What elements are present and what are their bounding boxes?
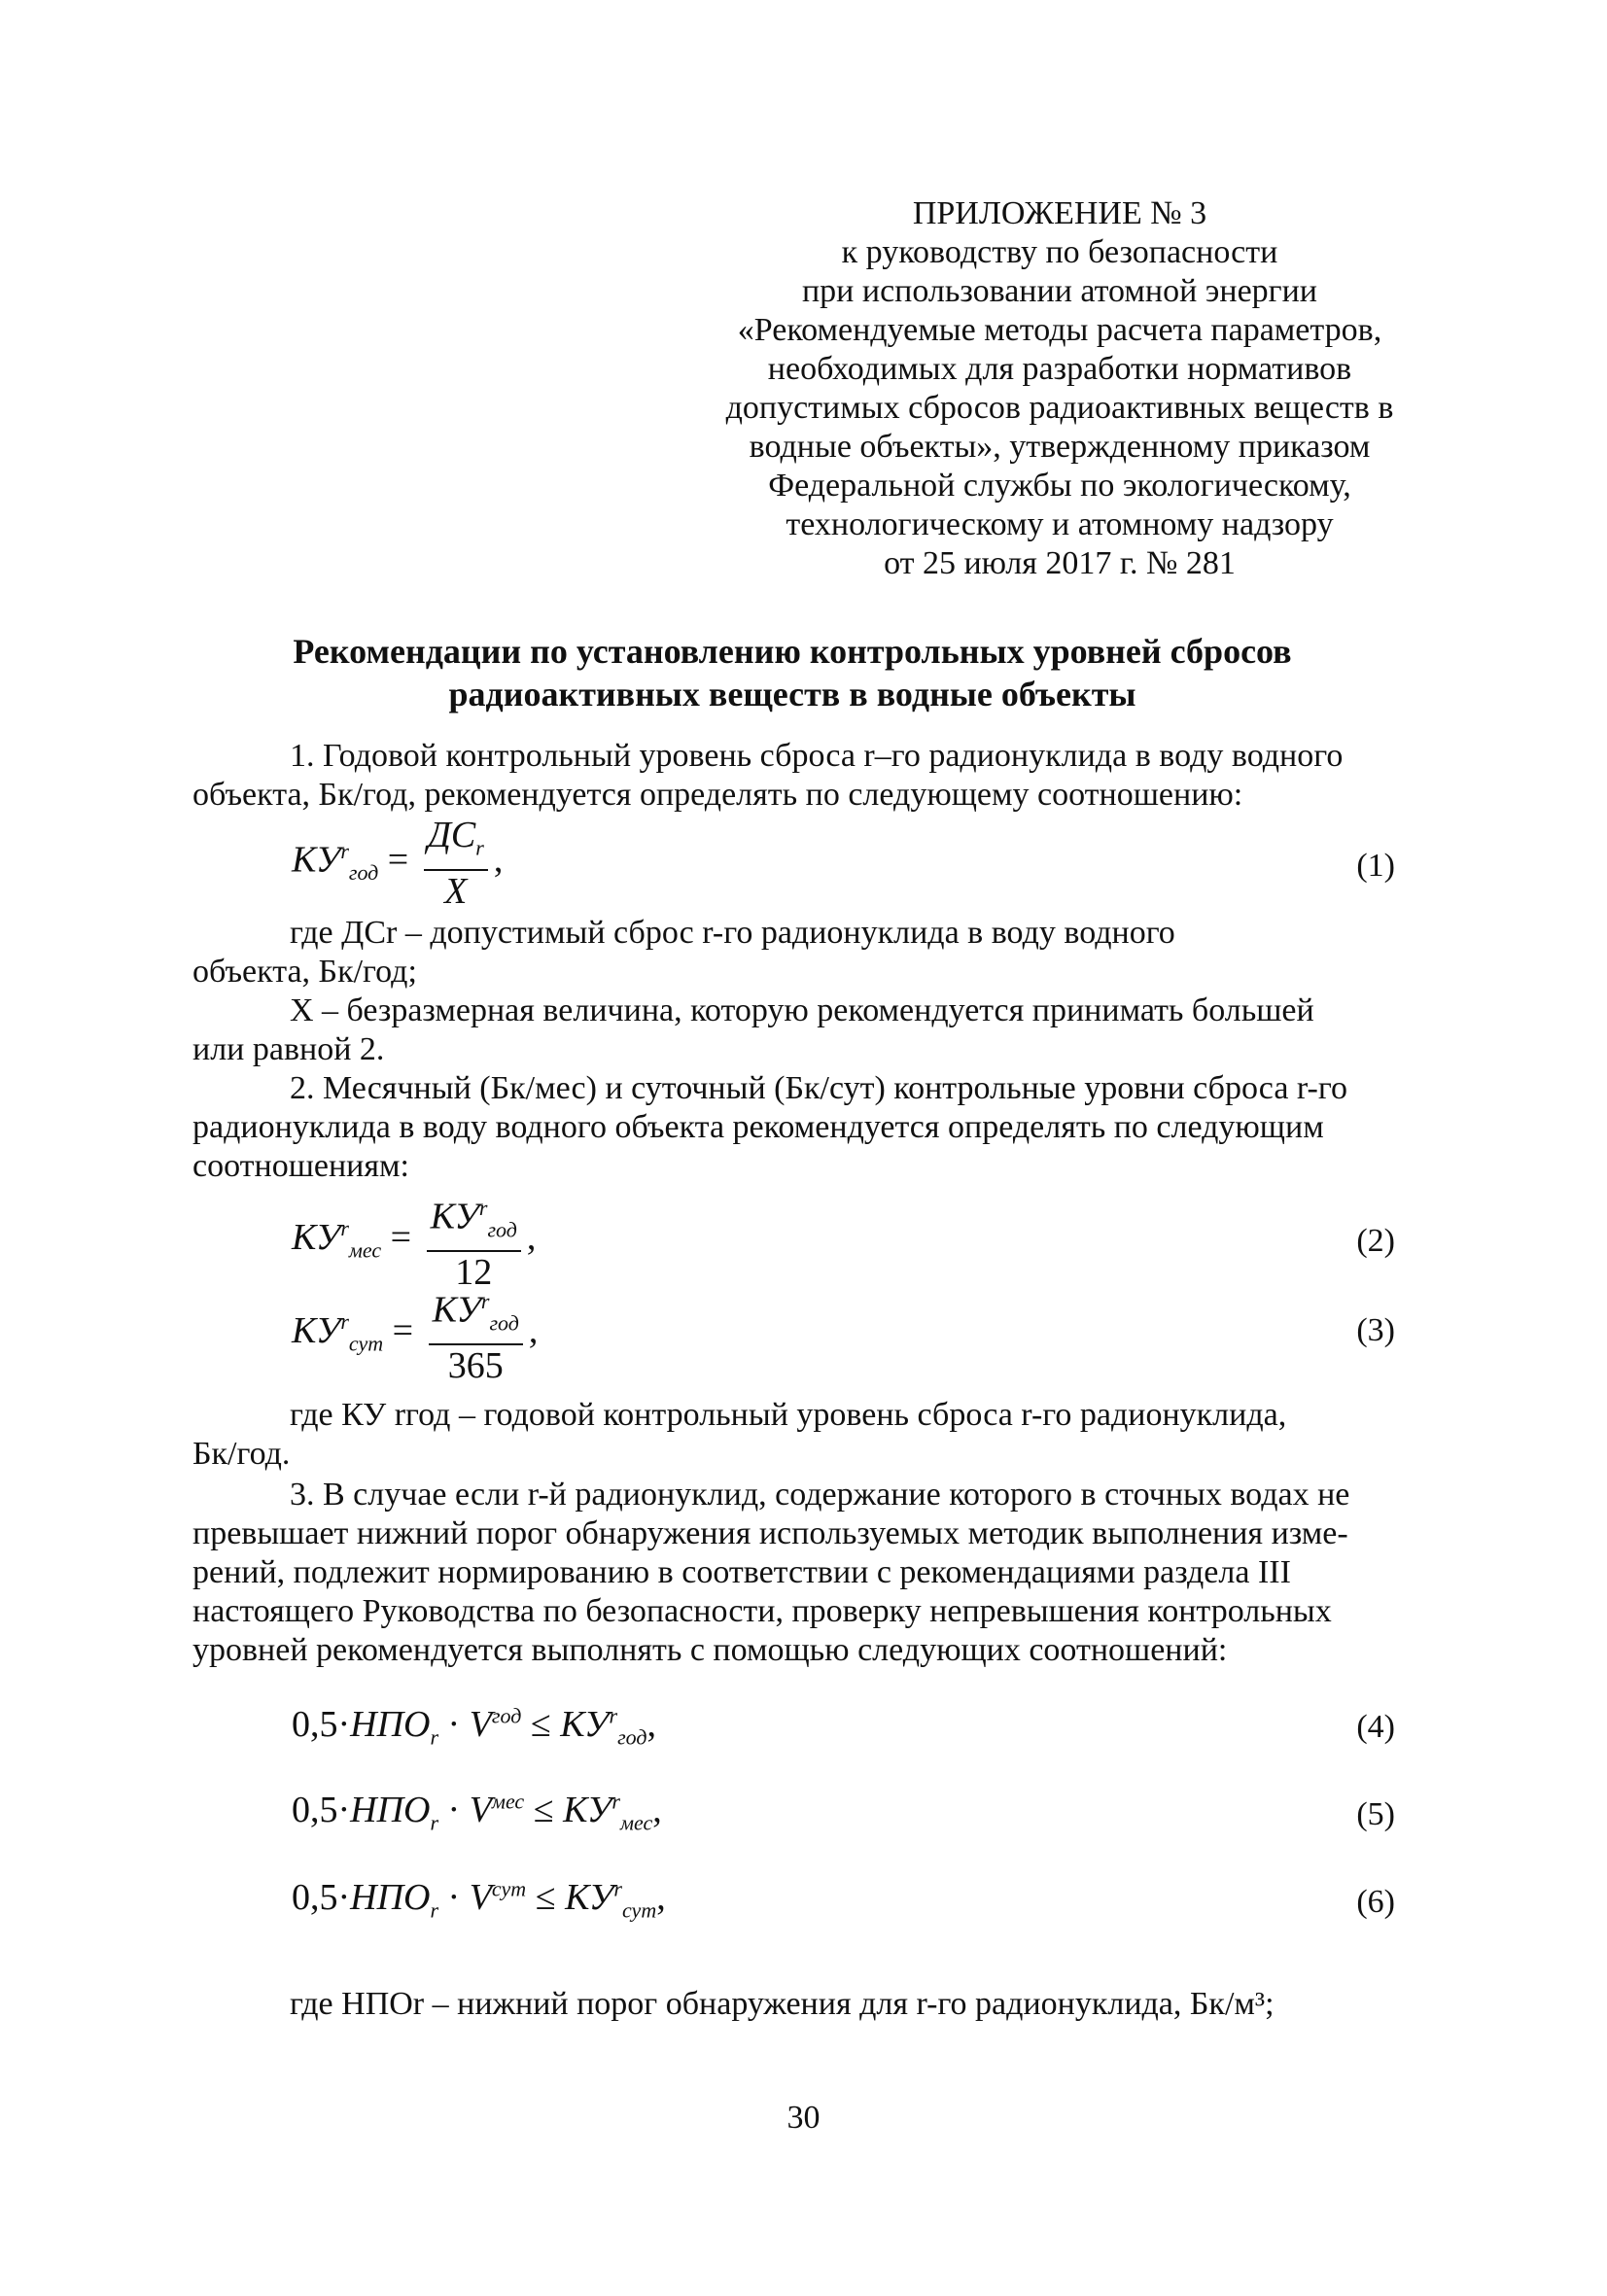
appendix-header [700, 194, 1419, 583]
appendix-line: Федеральной службы по экологическому, [768, 468, 1351, 504]
formula-2: $КУ^r_{мес}$ = $\frac{КУ^r_{год}}{12}$ , [292, 1188, 536, 1293]
formula-sup: r [340, 1309, 349, 1335]
formula-fraction [424, 815, 488, 912]
appendix-line: водные объекты», утвержденному приказом [749, 429, 1371, 465]
fraction-denominator: 12 [455, 1252, 493, 1294]
formula-v: V [469, 1704, 492, 1745]
formula-lhs: КУ [292, 839, 341, 881]
paragraph-1-where [192, 914, 1400, 1069]
paragraph-line: где НПОr – нижний порог обнаружения для r-го радионуклида, Бк/м³; [290, 1986, 1275, 2022]
appendix-line: от 25 июля 2017 г. № 281 [884, 545, 1236, 581]
paragraph-line: где КУ rгод – годовой контрольный уровень сброса r-го радионуклида, [290, 1397, 1287, 1433]
formula-sub: год [348, 860, 379, 886]
formula-coef: 0,5 [292, 1790, 338, 1830]
formula-coef: 0,5 [292, 1877, 338, 1918]
appendix-line: допустимых сбросов радиоактивных веществ в [725, 390, 1394, 426]
formula-fraction [429, 1281, 523, 1386]
formula-sup: сут [491, 1876, 527, 1901]
fraction-numerator-sup: r [478, 1196, 488, 1220]
paragraph-2 [192, 1069, 1400, 1186]
appendix-line: технологическому и атомному надзору [786, 506, 1334, 542]
equation-number: (3) [1356, 1312, 1395, 1348]
section-title-line: радиоактивных веществ в водные объекты [448, 675, 1136, 713]
formula-ku: КУ [563, 1790, 612, 1830]
formula-sub: мес [348, 1237, 382, 1263]
formula-sup: мес [491, 1789, 525, 1814]
formula-lhs: КУ [292, 1216, 341, 1258]
paragraph-line: настоящего Руководства по безопасности, проверку непревышения контрольных [192, 1593, 1332, 1629]
formula-tail: , [528, 1309, 539, 1351]
formula-v: V [469, 1790, 492, 1830]
paragraph-line: или равной 2. [192, 1031, 385, 1067]
paragraph-line: 1. Годовой контрольный уровень сброса r–го радионуклида в воду водного [290, 738, 1344, 774]
equation-number: (5) [1356, 1796, 1395, 1832]
appendix-line: к руководству по безопасности [841, 234, 1278, 270]
paragraph-2-where [192, 1396, 1400, 1474]
page-number: 30 [786, 2100, 821, 2136]
formula-4: $0,5\cdot НПО_r \cdot V^{год} \le КУ^r_{год}$, [292, 1703, 656, 1750]
paragraph-line: X – безразмерная величина, которую рекомендуется принимать большей [290, 992, 1314, 1028]
appendix-line: при использовании атомной энергии [801, 273, 1317, 309]
paragraph-1 [192, 737, 1400, 815]
paragraph-3-where [192, 1985, 1400, 2024]
formula-sub: сут [348, 1331, 384, 1356]
formula-sup: r [611, 1789, 620, 1814]
fraction-numerator-sub: год [489, 1310, 519, 1336]
formula-sub: r [430, 1724, 439, 1750]
fraction-denominator: X [444, 870, 468, 912]
formula-relation: ≤ [535, 1877, 556, 1918]
formula-relation: ≤ [533, 1790, 554, 1830]
paragraph-line: объекта, Бк/год; [192, 954, 417, 990]
appendix-line: ПРИЛОЖЕНИЕ № 3 [912, 195, 1207, 231]
formula-5: $0,5\cdot НПО_r \cdot V^{мес} \le КУ^r_{мес}$, [292, 1789, 662, 1835]
fraction-numerator-sub: r [475, 835, 484, 860]
formula-sup: r [609, 1703, 618, 1728]
formula-sup: r [340, 838, 349, 863]
fraction-numerator: ДС [427, 815, 476, 855]
formula-1: $КУ^r_{год}$ = $\frac{ДС_r}{X}$ , [292, 815, 504, 912]
paragraph-line: Бк/год. [192, 1436, 291, 1472]
paragraph-3 [192, 1476, 1400, 1670]
fraction-denominator: 365 [447, 1345, 504, 1387]
section-title-line: Рекомендации по установлению контрольных уровней сбросов [293, 632, 1292, 671]
formula-npo: НПО [350, 1704, 431, 1745]
formula-sub: r [430, 1897, 439, 1923]
formula-3: $КУ^r_{сут}$ = $\frac{КУ^r_{год}}{365}$ , [292, 1281, 538, 1386]
formula-ku: КУ [560, 1704, 610, 1745]
fraction-numerator-sub: год [487, 1217, 517, 1242]
paragraph-line: рений, подлежит нормированию в соответствии с рекомендациями раздела III [192, 1554, 1291, 1590]
formula-sub: год [617, 1724, 647, 1750]
formula-lhs: КУ [292, 1309, 341, 1351]
paragraph-line: 3. В случае если r-й радионуклид, содержание которого в сточных водах не [290, 1477, 1350, 1513]
formula-sup: r [613, 1876, 622, 1901]
formula-relation: ≤ [530, 1704, 551, 1745]
formula-npo: НПО [350, 1877, 431, 1918]
equation-number: (6) [1356, 1884, 1395, 1920]
formula-tail: , [526, 1216, 537, 1258]
formula-tail: , [646, 1704, 656, 1745]
paragraph-line: радионуклида в воду водного объекта рекомендуется определять по следующим [192, 1109, 1324, 1145]
formula-sup: год [491, 1703, 522, 1728]
formula-tail: , [652, 1790, 662, 1830]
formula-sub: сут [621, 1897, 657, 1923]
fraction-numerator: КУ [430, 1196, 479, 1237]
equation-number: (2) [1356, 1223, 1395, 1259]
fraction-numerator: КУ [432, 1289, 481, 1331]
appendix-line: необходимых для разработки нормативов [767, 351, 1352, 387]
formula-tail: , [493, 839, 504, 881]
equation-number: (4) [1356, 1709, 1395, 1745]
appendix-line: «Рекомендуемые методы расчета параметров, [737, 312, 1382, 348]
paragraph-line: уровней рекомендуется выполнять с помощью следующих соотношений: [192, 1632, 1228, 1668]
paragraph-line: превышает нижний порог обнаружения используемых методик выполнения изме- [192, 1515, 1348, 1551]
formula-6: $0,5\cdot НПО_r \cdot V^{сут} \le КУ^r_{сут}$, [292, 1876, 666, 1923]
formula-sub: r [430, 1810, 439, 1835]
fraction-numerator-sup: r [480, 1289, 490, 1313]
formula-npo: НПО [350, 1790, 431, 1830]
equation-number: (1) [1356, 848, 1395, 884]
formula-fraction [427, 1188, 521, 1293]
paragraph-line: где ДСr – допустимый сброс r-го радионуклида в воду водного [290, 915, 1175, 951]
paragraph-line: 2. Месячный (Бк/мес) и суточный (Бк/сут) контрольные уровни сброса r-го [290, 1070, 1347, 1106]
formula-sup: r [340, 1216, 349, 1241]
formula-v: V [469, 1877, 492, 1918]
formula-coef: 0,5 [292, 1704, 338, 1745]
paragraph-line: соотношениям: [192, 1148, 409, 1184]
formula-sub: мес [619, 1810, 653, 1835]
paragraph-line: объекта, Бк/год, рекомендуется определять по следующему соотношению: [192, 777, 1243, 813]
section-title [175, 630, 1410, 715]
formula-tail: , [656, 1877, 666, 1918]
formula-ku: КУ [565, 1877, 614, 1918]
